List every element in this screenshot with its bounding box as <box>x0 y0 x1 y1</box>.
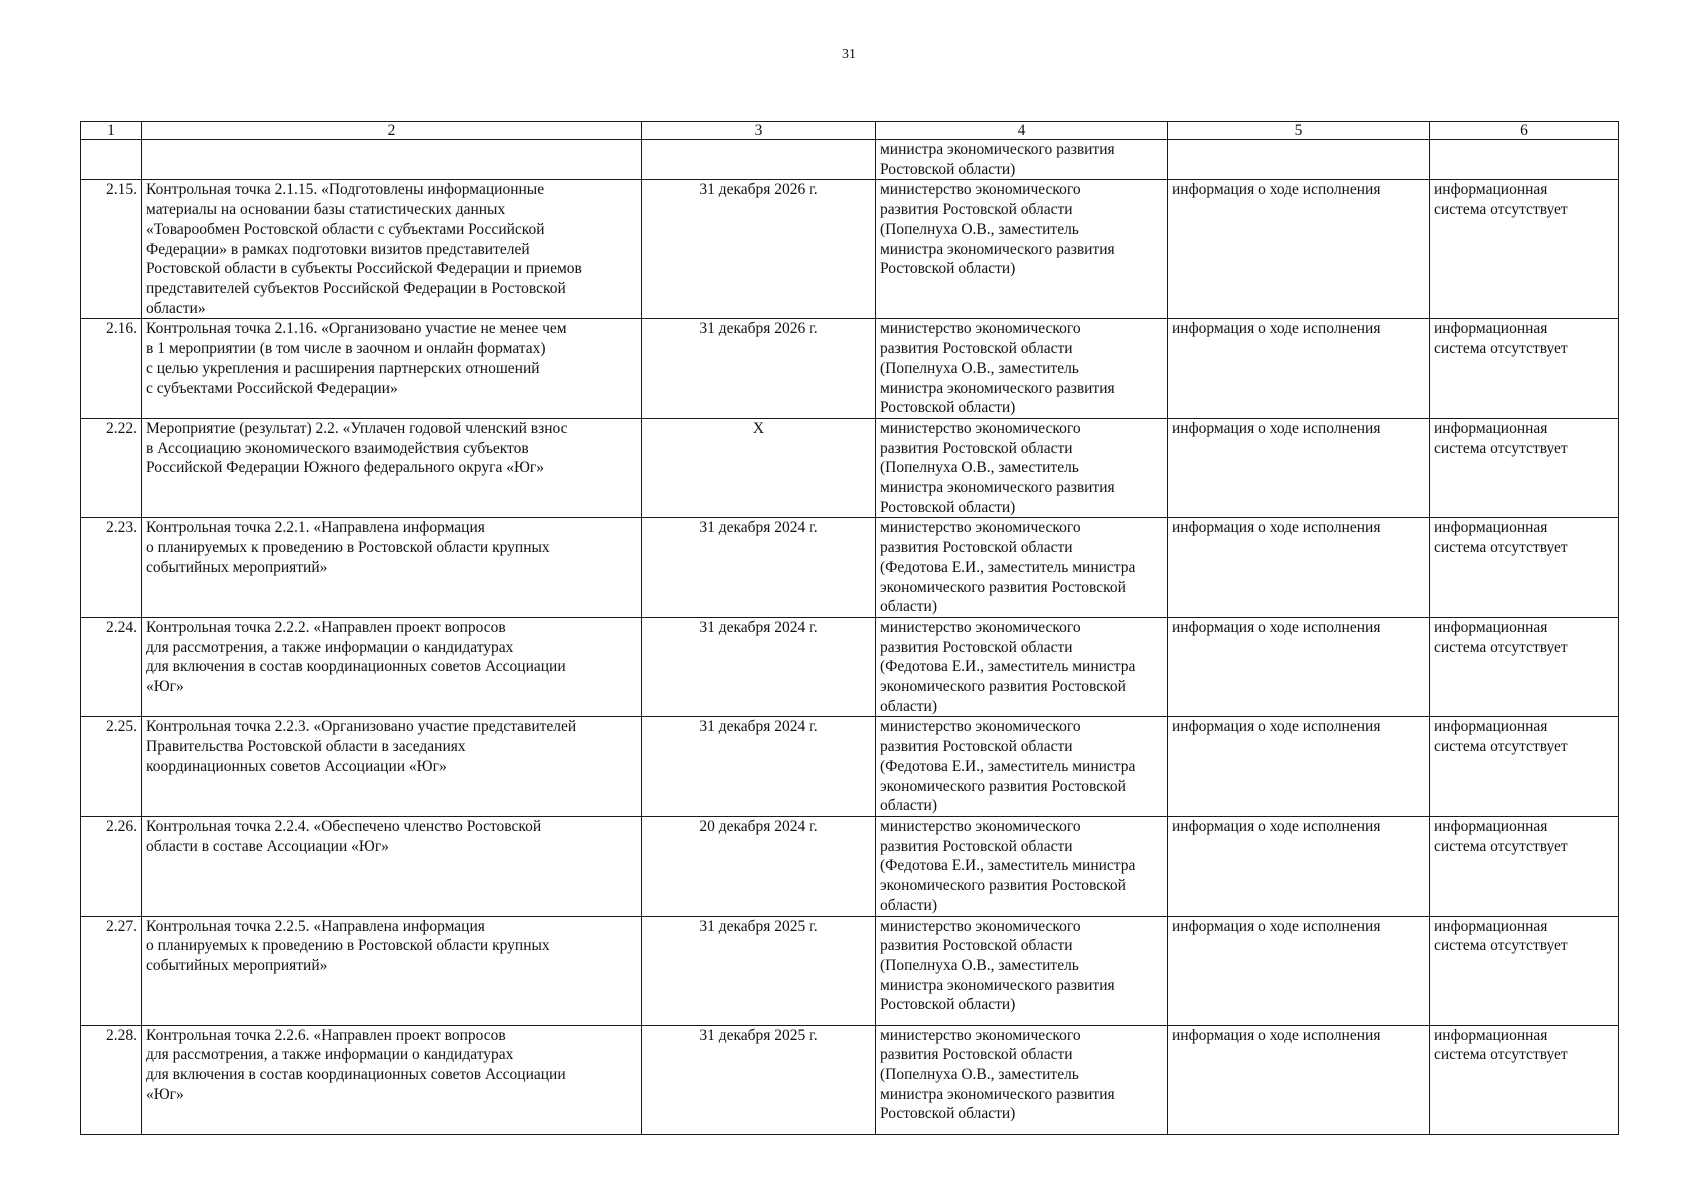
table-row <box>81 180 1619 319</box>
row-system: информационная система отсутствует <box>1430 1025 1619 1134</box>
row-number: 2.22. <box>81 418 142 518</box>
row-description: Контрольная точка 2.2.2. «Направлен проект вопросов для рассмотрения, а также информации о кандидатурах для включения в состав координационных советов Ассоциации «Юг» <box>142 617 642 717</box>
row-system: информационная система отсутствует <box>1430 816 1619 916</box>
row-description <box>142 140 642 180</box>
row-system: информационная система отсутствует <box>1430 418 1619 518</box>
row-date <box>642 140 876 180</box>
row-description: Контрольная точка 2.2.4. «Обеспечено членство Ростовской области в составе Ассоциации «Юг» <box>142 816 642 916</box>
row-report: информация о ходе исполнения <box>1168 418 1430 518</box>
row-system: информационная система отсутствует <box>1430 617 1619 717</box>
column-header-4: 4 <box>876 122 1168 140</box>
row-date: 31 декабря 2024 г. <box>642 617 876 717</box>
row-responsible: министерство экономического развития Ростовской области (Федотова Е.И., заместитель министра экономического развития Ростовской области) <box>876 518 1168 618</box>
column-header-6: 6 <box>1430 122 1619 140</box>
row-responsible: министерство экономического развития Ростовской области (Попелнуха О.В., заместитель министра экономического развития Ростовской области) <box>876 916 1168 1025</box>
table-row <box>81 717 1619 817</box>
table-header <box>81 122 1619 140</box>
column-header-3: 3 <box>642 122 876 140</box>
row-report: информация о ходе исполнения <box>1168 916 1430 1025</box>
row-responsible: министерство экономического развития Ростовской области (Федотова Е.И., заместитель министра экономического развития Ростовской области) <box>876 617 1168 717</box>
row-date: 31 декабря 2024 г. <box>642 717 876 817</box>
row-report: информация о ходе исполнения <box>1168 717 1430 817</box>
row-system: информационная система отсутствует <box>1430 518 1619 618</box>
row-system: информационная система отсутствует <box>1430 916 1619 1025</box>
row-system: информационная система отсутствует <box>1430 319 1619 419</box>
row-report: информация о ходе исполнения <box>1168 1025 1430 1134</box>
row-number: 2.27. <box>81 916 142 1025</box>
row-number: 2.25. <box>81 717 142 817</box>
row-date: 31 декабря 2026 г. <box>642 180 876 319</box>
table-row <box>81 518 1619 618</box>
plan-table <box>80 121 1619 1135</box>
row-responsible: министерство экономического развития Ростовской области (Федотова Е.И., заместитель министра экономического развития Ростовской области) <box>876 816 1168 916</box>
row-responsible: министерство экономического развития Ростовской области (Попелнуха О.В., заместитель министра экономического развития Ростовской области) <box>876 319 1168 419</box>
row-responsible: министра экономического развития Ростовской области) <box>876 140 1168 180</box>
row-report: информация о ходе исполнения <box>1168 319 1430 419</box>
table-row <box>81 1025 1619 1134</box>
row-number: 2.23. <box>81 518 142 618</box>
row-report: информация о ходе исполнения <box>1168 816 1430 916</box>
row-description: Контрольная точка 2.2.1. «Направлена информация о планируемых к проведению в Ростовской области крупных событийных мероприятий» <box>142 518 642 618</box>
table-row <box>81 816 1619 916</box>
row-system <box>1430 140 1619 180</box>
row-description: Контрольная точка 2.2.5. «Направлена информация о планируемых к проведению в Ростовской области крупных событийных мероприятий» <box>142 916 642 1025</box>
column-header-5: 5 <box>1168 122 1430 140</box>
row-date: 31 декабря 2025 г. <box>642 916 876 1025</box>
row-description: Контрольная точка 2.1.15. «Подготовлены информационные материалы на основании базы статистических данных «Товарообмен Ростовской области с субъектами Российской Федерации» в рамках подготовки визитов представителей Ростовской области в субъекты Российской Федерации и приемов представителей субъектов Российской Федерации в Ростовской области» <box>142 180 642 319</box>
row-date: 31 декабря 2025 г. <box>642 1025 876 1134</box>
row-date: 31 декабря 2024 г. <box>642 518 876 618</box>
header-row <box>81 122 1619 140</box>
row-number: 2.16. <box>81 319 142 419</box>
row-system: информационная система отсутствует <box>1430 717 1619 817</box>
row-description: Контрольная точка 2.2.3. «Организовано участие представителей Правительства Ростовской области в заседаниях координационных советов Ассоциации «Юг» <box>142 717 642 817</box>
row-responsible: министерство экономического развития Ростовской области (Попелнуха О.В., заместитель министра экономического развития Ростовской области) <box>876 180 1168 319</box>
row-number <box>81 140 142 180</box>
row-number: 2.24. <box>81 617 142 717</box>
row-date: 20 декабря 2024 г. <box>642 816 876 916</box>
column-header-1: 1 <box>81 122 142 140</box>
row-number: 2.15. <box>81 180 142 319</box>
table-row <box>81 319 1619 419</box>
row-responsible: министерство экономического развития Ростовской области (Попелнуха О.В., заместитель министра экономического развития Ростовской области) <box>876 1025 1168 1134</box>
page-number: 31 <box>842 47 856 62</box>
row-report: информация о ходе исполнения <box>1168 518 1430 618</box>
table-row <box>81 418 1619 518</box>
row-description: Контрольная точка 2.1.16. «Организовано участие не менее чем в 1 мероприятии (в том числе в заочном и онлайн форматах) с целью укрепления и расширения партнерских отношений с субъектами Российской Федерации» <box>142 319 642 419</box>
row-responsible: министерство экономического развития Ростовской области (Попелнуха О.В., заместитель министра экономического развития Ростовской области) <box>876 418 1168 518</box>
row-date: Х <box>642 418 876 518</box>
row-description: Контрольная точка 2.2.6. «Направлен проект вопросов для рассмотрения, а также информации о кандидатурах для включения в состав координационных советов Ассоциации «Юг» <box>142 1025 642 1134</box>
row-date: 31 декабря 2026 г. <box>642 319 876 419</box>
column-header-2: 2 <box>142 122 642 140</box>
row-description: Мероприятие (результат) 2.2. «Уплачен годовой членский взнос в Ассоциацию экономического взаимодействия субъектов Российской Федерации Южного федерального округа «Юг» <box>142 418 642 518</box>
row-report: информация о ходе исполнения <box>1168 180 1430 319</box>
row-responsible: министерство экономического развития Ростовской области (Федотова Е.И., заместитель министра экономического развития Ростовской области) <box>876 717 1168 817</box>
table-body <box>81 140 1619 1135</box>
row-number: 2.26. <box>81 816 142 916</box>
table-row <box>81 617 1619 717</box>
table-row <box>81 916 1619 1025</box>
row-report <box>1168 140 1430 180</box>
row-system: информационная система отсутствует <box>1430 180 1619 319</box>
table-row <box>81 140 1619 180</box>
row-report: информация о ходе исполнения <box>1168 617 1430 717</box>
row-number: 2.28. <box>81 1025 142 1134</box>
